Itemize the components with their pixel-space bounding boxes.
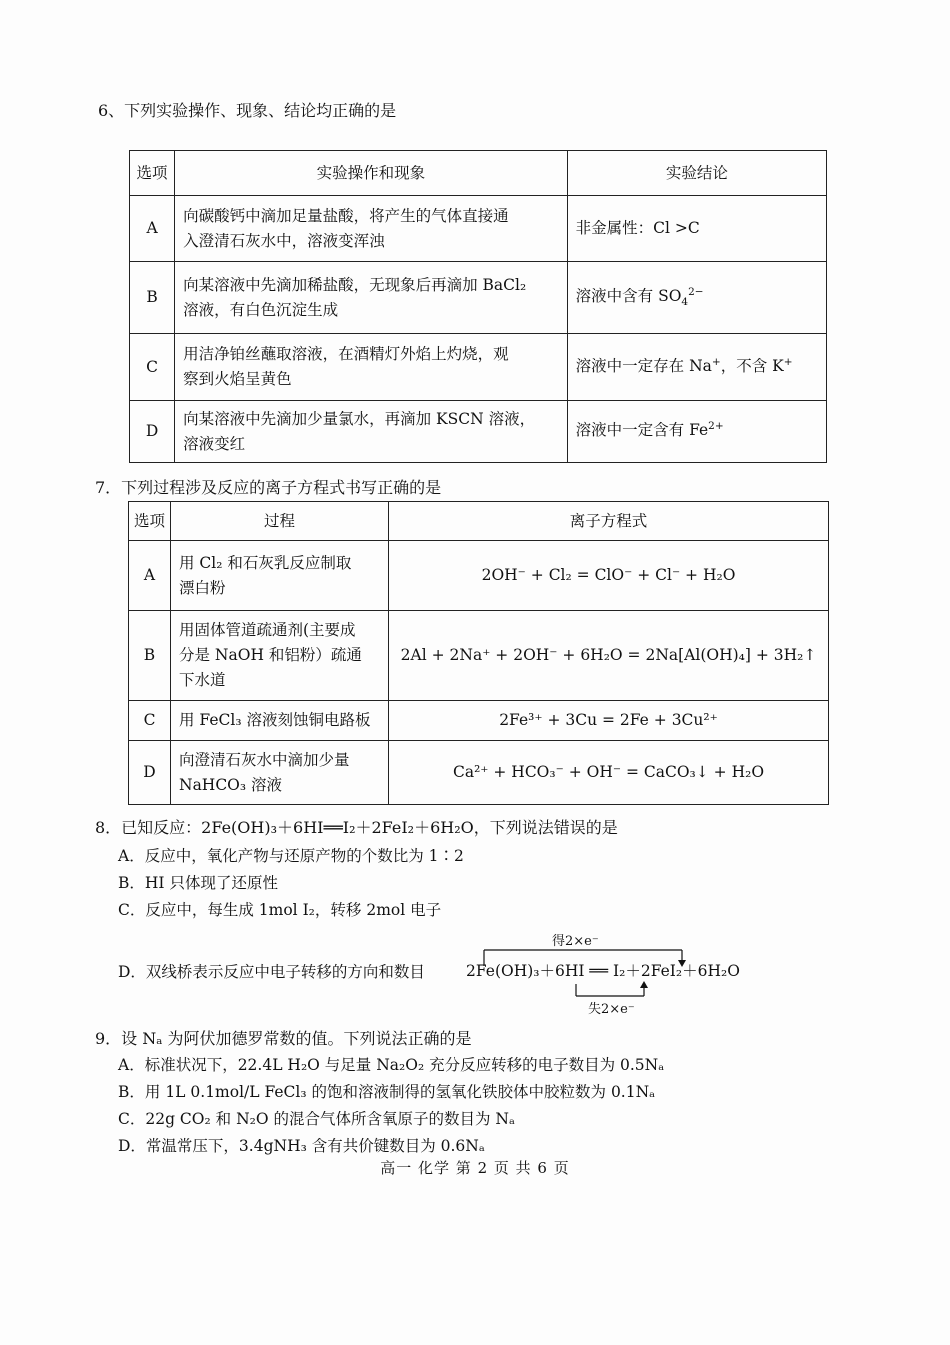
- q6-row-b-con-sub: 4: [681, 296, 689, 308]
- q8-option-a: A．反应中，氧化产物与还原产物的个数比为 1∶2: [118, 847, 464, 865]
- q7-row-d: [129, 741, 829, 805]
- q8-option-b: B．HI 只体现了还原性: [118, 874, 278, 892]
- q6-row-c-option: C: [130, 334, 175, 401]
- q7-table: [128, 501, 829, 805]
- q7-row-a-equation: 2OH⁻ + Cl₂ = ClO⁻ + Cl⁻ + H₂O: [389, 541, 829, 611]
- q7-header-option: 选项: [129, 502, 171, 541]
- q7-row-a-option: A: [129, 541, 171, 611]
- q7-row-c-equation: 2Fe³⁺ + 3Cu = 2Fe + 3Cu²⁺: [389, 701, 829, 741]
- q7-row-a-proc-line2: 漂白粉: [179, 578, 226, 597]
- q6-row-b-op-line2: 溶液，有白色沉淀生成: [183, 300, 339, 319]
- bridge-gain-label: 得2×e⁻: [552, 934, 599, 949]
- q6-row-d-con-sup: 2+: [708, 420, 724, 432]
- q7-row-d-equation: Ca²⁺ + HCO₃⁻ + OH⁻ = CaCO₃↓ + H₂O: [389, 741, 829, 805]
- q6-row-c: [130, 334, 827, 401]
- bridge-equation: 2Fe(OH)₃＋6HI ══ I₂＋2FeI₂＋6H₂O: [466, 962, 740, 980]
- page-footer: 高一 化学 第 2 页 共 6 页: [380, 1159, 570, 1177]
- q7-row-b-equation: 2Al + 2Na⁺ + 2OH⁻ + 6H₂O = 2Na[Al(OH)₄] + 3H₂↑: [389, 611, 829, 701]
- q7-row-d-proc-line1: 向澄清石灰水中滴加少量: [179, 750, 350, 769]
- q6-table: [129, 150, 827, 463]
- q6-row-c-operation: [175, 334, 568, 401]
- q6-row-c-con-text: 溶液中一定存在 Na: [575, 356, 712, 375]
- q6-row-a-option: A: [130, 196, 175, 262]
- q7-row-a: [129, 541, 829, 611]
- q6-row-d-operation: [175, 401, 568, 463]
- q7-row-d-proc-line2: NaHCO₃ 溶液: [179, 775, 283, 794]
- q7-row-b-process: [171, 611, 389, 701]
- q6-row-d: [130, 401, 827, 463]
- q7-row-d-process: [171, 741, 389, 805]
- q6-header-option: 选项: [130, 151, 175, 196]
- q9-option-d: D．常温常压下，3.4gNH₃ 含有共价键数目为 0.6Nₐ: [118, 1137, 485, 1155]
- q7-header-equation: 离子方程式: [389, 502, 829, 541]
- q6-row-c-con-mid: ，不含 K: [720, 356, 784, 375]
- q6-row-c-con-sup2: +: [783, 355, 793, 368]
- q6-row-d-conclusion: [567, 401, 826, 463]
- q9-title: 9．设 Nₐ 为阿伏加德罗常数的值。下列说法正确的是: [95, 1029, 472, 1048]
- q6-row-c-con-sup1: +: [711, 355, 721, 368]
- q7-title: 7．下列过程涉及反应的离子方程式书写正确的是: [95, 478, 442, 497]
- q6-row-d-op-line1: 向某溶液中先滴加少量氯水，再滴加 KSCN 溶液，: [183, 409, 536, 428]
- q6-row-c-op-line1: 用洁净铂丝蘸取溶液，在酒精灯外焰上灼烧，观: [183, 345, 509, 363]
- q6-row-d-con-text: 溶液中一定含有 Fe: [575, 421, 709, 439]
- q9-option-b: B．用 1L 0.1mol/L FeCl₃ 的饱和溶液制得的氢氧化铁胶体中胶粒数为 0.1Nₐ: [118, 1083, 656, 1101]
- q6-row-d-option: D: [130, 401, 175, 463]
- q9-option-a: A．标准状况下，22.4L H₂O 与足量 Na₂O₂ 充分反应转移的电子数目为 0.5Nₐ: [118, 1056, 665, 1074]
- q7-row-c: [129, 701, 829, 741]
- q6-row-a-op-line2: 入澄清石灰水中，溶液变浑浊: [183, 231, 385, 250]
- q6-row-b-conclusion: [567, 262, 826, 334]
- q7-row-b-option: B: [129, 611, 171, 701]
- bridge-loss-label: 失2×e⁻: [588, 1002, 635, 1017]
- q7-row-a-process: [171, 541, 389, 611]
- q6-row-d-op-line2: 溶液变红: [183, 434, 246, 453]
- q6-header-operation: 实验操作和现象: [175, 151, 568, 196]
- q8-title: 8．已知反应：2Fe(OH)₃＋6HI══I₂＋2FeI₂＋6H₂O，下列说法错误的是: [95, 818, 618, 837]
- q6-row-a-operation: [175, 196, 568, 262]
- q6-header-row: [130, 151, 827, 196]
- q7-header-process: 过程: [171, 502, 389, 541]
- q7-header-row: [129, 502, 829, 541]
- q6-row-a-op-line1: 向碳酸钙中滴加足量盐酸，将产生的气体直接通: [183, 206, 509, 225]
- q6-title: 6、下列实验操作、现象、结论均正确的是: [98, 101, 397, 120]
- q6-row-a-conclusion: 非金属性：Cl >C: [567, 196, 826, 262]
- q7-row-b: [129, 611, 829, 701]
- q9-option-c: C．22g CO₂ 和 N₂O 的混合气体所含氧原子的数目为 Nₐ: [118, 1110, 515, 1128]
- q7-row-c-process: 用 FeCl₃ 溶液刻蚀铜电路板: [171, 701, 389, 741]
- q8-option-c: C．反应中，每生成 1mol I₂，转移 2mol 电子: [118, 901, 442, 919]
- q7-row-a-proc-line1: 用 Cl₂ 和石灰乳反应制取: [179, 553, 352, 572]
- q7-row-b-proc-line2: 分是 NaOH 和铝粉）疏通: [179, 646, 362, 664]
- q6-header-conclusion: 实验结论: [567, 151, 826, 196]
- q8-option-d: D．双线桥表示反应中电子转移的方向和数目: [118, 963, 425, 981]
- q6-row-b-con-text: 溶液中含有 SO: [575, 287, 682, 305]
- q7-row-b-proc-line1: 用固体管道疏通剂(主要成: [179, 621, 356, 639]
- double-bridge-diagram: [466, 930, 766, 1016]
- q7-row-d-option: D: [129, 741, 171, 805]
- q6-row-b: [130, 262, 827, 334]
- q6-row-b-op-line1: 向某溶液中先滴加稀盐酸，无现象后再滴加 BaCl₂: [183, 275, 527, 294]
- q6-row-a: [130, 196, 827, 262]
- q7-row-c-option: C: [129, 701, 171, 741]
- q6-row-b-option: B: [130, 262, 175, 334]
- q6-row-c-op-line2: 察到火焰呈黄色: [183, 370, 292, 388]
- q6-row-c-conclusion: [567, 334, 826, 401]
- q6-row-b-operation: [175, 262, 568, 334]
- q6-row-b-con-sup: 2−: [688, 286, 704, 298]
- q7-row-b-proc-line3: 下水道: [179, 671, 226, 689]
